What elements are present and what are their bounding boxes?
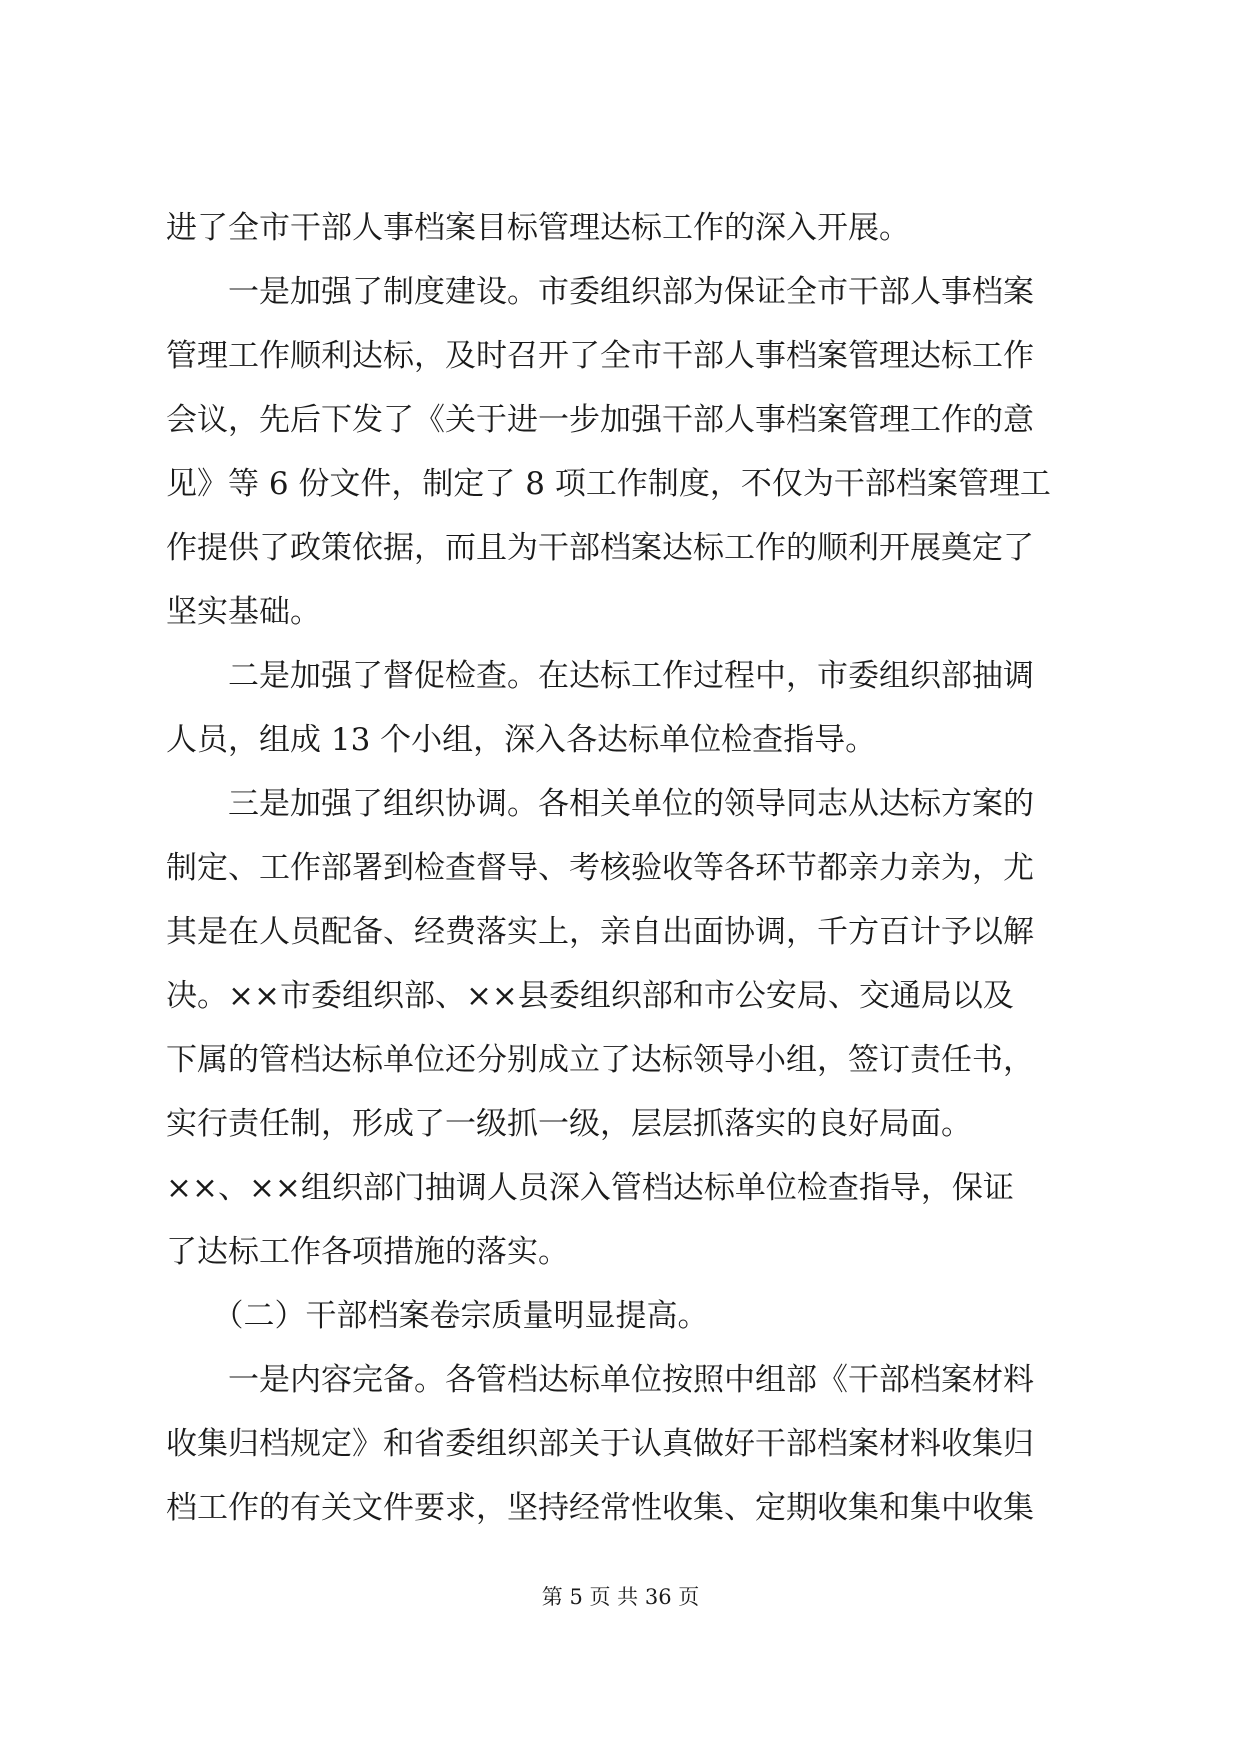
page-footer: [0, 1582, 1241, 1612]
text-line: 决。××市委组织部、××县委组织部和市公安局、交通局以及: [166, 978, 1014, 1014]
text-line: 了达标工作各项措施的落实。: [166, 1234, 569, 1270]
section-heading: （二）干部档案卷宗质量明显提高。: [166, 1298, 709, 1334]
text-line: 收集归档规定》和省委组织部关于认真做好干部档案材料收集归: [166, 1426, 1034, 1462]
text-line: 一是内容完备。各管档达标单位按照中组部《干部档案材料: [166, 1362, 1034, 1398]
text-line: 实行责任制，形成了一级抓一级，层层抓落实的良好局面。: [166, 1106, 972, 1142]
text-line: 进了全市干部人事档案目标管理达标工作的深入开展。: [166, 210, 910, 246]
text-line: 一是加强了制度建设。市委组织部为保证全市干部人事档案: [166, 274, 1034, 310]
text-line: 作提供了政策依据，而且为干部档案达标工作的顺利开展奠定了: [166, 530, 1034, 566]
text-line: 人员，组成 13 个小组，深入各达标单位检查指导。: [166, 722, 877, 758]
text-line: ××、××组织部门抽调人员深入管档达标单位检查指导，保证: [166, 1170, 1014, 1206]
text-line: 档工作的有关文件要求，坚持经常性收集、定期收集和集中收集: [166, 1490, 1034, 1526]
text-line: 三是加强了组织协调。各相关单位的领导同志从达标方案的: [166, 786, 1034, 822]
text-line: 制定、工作部署到检查督导、考核验收等各环节都亲力亲为，尤: [166, 850, 1034, 886]
text-line: 见》等 6 份文件，制定了 8 项工作制度，不仅为干部档案管理工: [166, 466, 1051, 502]
document-body: [166, 196, 1091, 1540]
text-line: 下属的管档达标单位还分别成立了达标领导小组，签订责任书，: [166, 1042, 1034, 1078]
text-line: 管理工作顺利达标，及时召开了全市干部人事档案管理达标工作: [166, 338, 1034, 374]
page-number-label: 第 5 页 共 36 页: [541, 1585, 700, 1609]
text-line: 坚实基础。: [166, 594, 321, 630]
text-line: 其是在人员配备、经费落实上，亲自出面协调，千方百计予以解: [166, 914, 1034, 950]
text-line: 二是加强了督促检查。在达标工作过程中，市委组织部抽调: [166, 658, 1034, 694]
text-line: 会议，先后下发了《关于进一步加强干部人事档案管理工作的意: [166, 402, 1034, 438]
